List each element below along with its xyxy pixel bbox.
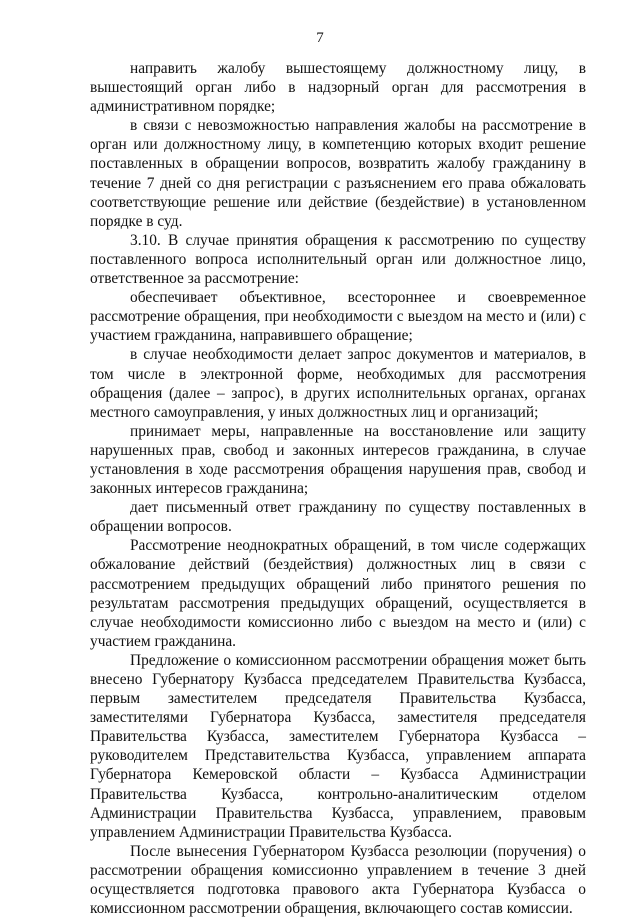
paragraph: принимает меры, направленные на восстановление или защиту нарушенных прав, свобод и законных интересов гражданина, в случае установления в ходе рассмотрения обращения нарушения прав, свобод и законных интересов гражданина; (90, 422, 586, 498)
paragraph: 3.10. В случае принятия обращения к рассмотрению по существу поставленного вопроса исполнительный орган или должностное лицо, ответственное за рассмотрение: (90, 231, 586, 288)
document-body (90, 59, 586, 918)
paragraph: в связи с невозможностью направления жалобы на рассмотрение в орган или должностному лицу, в компетенцию которых входит решение поставленных в обращении вопросов, возвратить жалобу гражданину в течение 7 дней со дня регистрации с разъяснением его права обжаловать соответствующие решение или действие (бездействие) в установленном порядке в суд. (90, 117, 586, 230)
paragraph: обеспечивает объективное, всестороннее и своевременное рассмотрение обращения, при необходимости с выездом на место и (или) с участием гражданина, направившего обращение; (90, 289, 586, 345)
paragraph: Рассмотрение неоднократных обращений, в том числе содержащих обжалование действий (бездействия) должностных лиц в связи с рассмотрением предыдущих обращений либо принятого решения по результатам рассмотрения предыдущих обращений, осуществляется в случае необходимости комиссионно либо с выездом на место и (или) с участием гражданина. (90, 537, 586, 650)
paragraph: в случае необходимости делает запрос документов и материалов, в том числе в электронной форме, необходимых для рассмотрения обращения (далее – запрос), в других исполнительных органах, органах местного самоуправления, у иных должностных лиц и организаций; (90, 346, 586, 421)
paragraph: дает письменный ответ гражданину по существу поставленных в обращении вопросов. (90, 499, 586, 536)
paragraph: Предложение о комиссионном рассмотрении обращения может быть внесено Губернатору Кузбасса председателем Правительства Кузбасса, первым заместителем председателя Правительства Кузбасса, заместителями Губернатора Кузбасса, заместителя председателя Правительства Кузбасса, заместителем Губернатора Кузбасса – руководителем Представительства Кузбасса, управлением аппарата Губернатора Кемеровской области – Кузбасса Администрации Правительства Кузбасса, контрольно-аналитическим отделом Администрации Правительства Кузбасса, управлением, правовым управлением Администрации Правительства Кузбасса. (90, 651, 586, 841)
page-number: 7 (316, 30, 324, 46)
paragraph: После вынесения Губернатором Кузбасса резолюции (поручения) о рассмотрении обращения комиссионно управлением в течение 3 дней осуществляется подготовка правового акта Губернатора Кузбасса о комиссионном рассмотрении обращения, включающего состав комиссии. (90, 842, 586, 918)
paragraph: направить жалобу вышестоящему должностному лицу, в вышестоящий орган либо в надзорный орган для рассмотрения в административном порядке; (90, 60, 586, 116)
